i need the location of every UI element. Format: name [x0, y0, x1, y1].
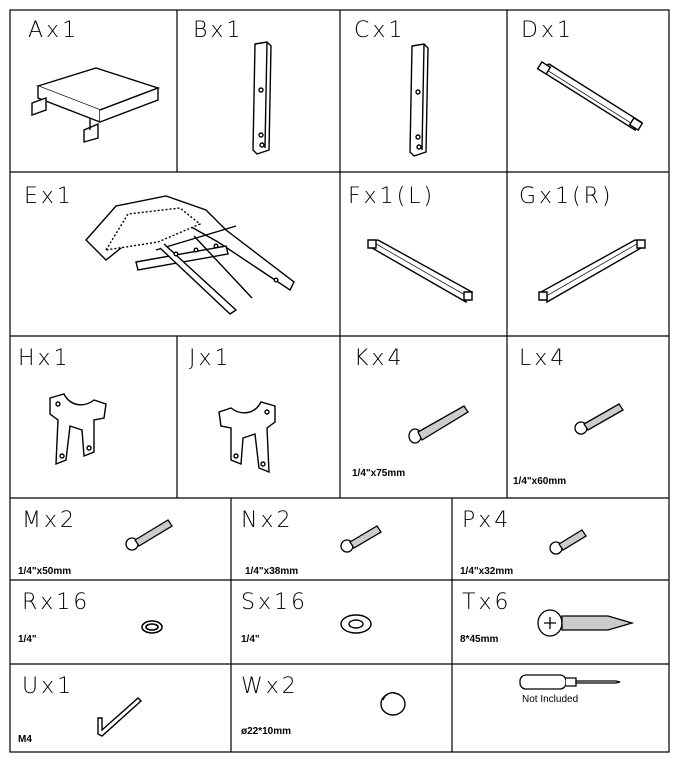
part-label: Kx4: [354, 346, 405, 371]
size-label: 1/4"x75mm: [352, 468, 406, 479]
leg-post-icon: [404, 42, 434, 162]
part-cell-E: [10, 172, 340, 336]
part-cell-L: [507, 336, 669, 498]
part-label: Ux1: [22, 674, 75, 699]
part-label: Jx1: [189, 346, 232, 371]
rail-icon: [366, 238, 476, 304]
part-label: Mx2: [22, 508, 77, 533]
part-cell-B: [177, 10, 340, 172]
part-label: Bx1: [193, 18, 244, 43]
part-label: Ax1: [28, 18, 80, 43]
part-cell-N: [231, 498, 452, 580]
leg-post-icon: [247, 40, 277, 160]
part-label: Tx6: [462, 590, 512, 615]
size-label: 1/4": [241, 634, 260, 645]
part-cell-J: [177, 336, 340, 498]
part-cell-U: [10, 664, 231, 752]
size-label: 1/4"x38mm: [245, 566, 299, 577]
part-cell-F: [340, 172, 507, 336]
size-label: 1/4"x60mm: [513, 476, 567, 487]
cap-icon: [377, 688, 407, 718]
flat-washer-icon: [339, 612, 373, 636]
size-label: M4: [18, 734, 32, 745]
part-cell-G: [507, 172, 669, 336]
part-label: Hx1: [18, 346, 71, 371]
part-cell-W: [231, 664, 452, 752]
bolt-icon: [573, 400, 625, 436]
part-cell-K: [340, 336, 507, 498]
part-label: Px4: [462, 508, 512, 533]
part-label: Dx1: [521, 18, 574, 43]
size-label: 8*45mm: [460, 634, 499, 645]
part-label: Nx2: [241, 508, 294, 533]
bolt-icon: [339, 522, 383, 554]
size-label: 1/4"x32mm: [460, 566, 514, 577]
part-cell-A: [10, 10, 177, 172]
wood-screw-icon: [536, 606, 636, 640]
part-label: Gx1(R): [519, 184, 614, 209]
screwdriver-icon: [516, 672, 626, 692]
seat-panel-icon: [18, 58, 168, 158]
allen-key-icon: [94, 694, 144, 738]
part-cell-D: [507, 10, 669, 172]
part-label: Cx1: [354, 18, 406, 43]
not-included-note: Not Included: [522, 694, 579, 705]
part-cell-C: [340, 10, 507, 172]
part-cell-M: [10, 498, 231, 580]
bolt-icon: [548, 526, 588, 556]
size-label: ø22*10mm: [241, 726, 292, 737]
part-label: Sx16: [241, 590, 308, 615]
part-label: Ex1: [24, 184, 74, 209]
part-cell-P: [452, 498, 669, 580]
part-cell-R: [10, 580, 231, 664]
part-cell-S: [231, 580, 452, 664]
part-label: Wx2: [241, 674, 299, 699]
backrest-frame-icon: [76, 190, 306, 320]
rail-icon: [537, 238, 647, 304]
part-label: Rx16: [22, 590, 91, 615]
rod-icon: [537, 62, 647, 132]
part-cell-T: [452, 580, 669, 664]
lock-washer-icon: [140, 618, 164, 636]
size-label: 1/4": [18, 634, 37, 645]
bolt-icon: [124, 516, 174, 552]
part-label: Fx1(L): [348, 184, 436, 209]
bolt-icon: [406, 402, 470, 446]
part-cell-H: [10, 336, 177, 498]
bracket-icon: [211, 398, 281, 478]
bracket-icon: [44, 390, 114, 470]
part-cell-screwdriver: [452, 664, 669, 752]
part-label: Lx4: [519, 346, 568, 371]
size-label: 1/4"x50mm: [18, 566, 72, 577]
